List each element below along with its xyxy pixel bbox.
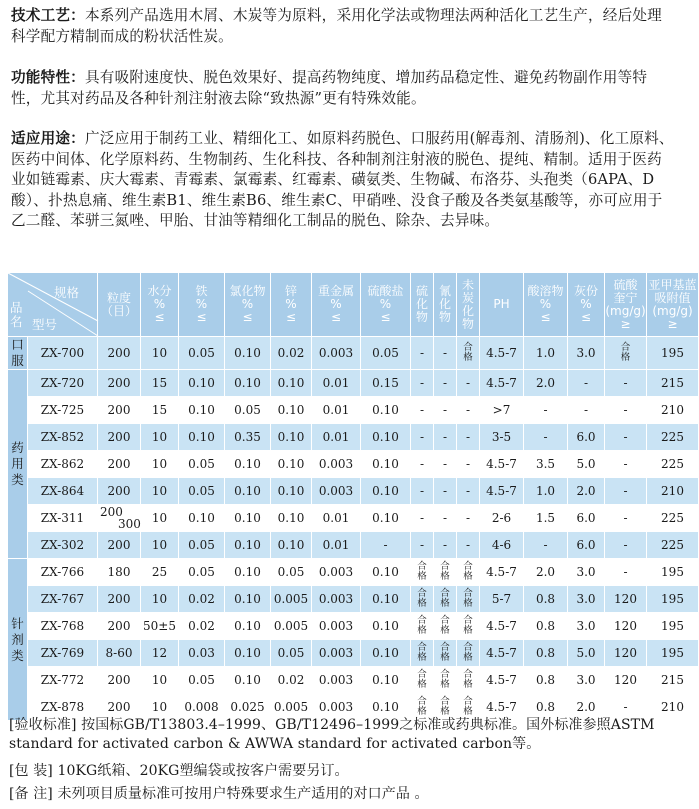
table-row	[8, 559, 699, 586]
value-cell: 15	[141, 397, 179, 424]
value-cell: 4-6	[480, 532, 524, 559]
intro-features	[11, 68, 675, 109]
value-cell: 合 格	[457, 667, 480, 694]
model-cell: ZX-700	[28, 337, 98, 370]
value-cell: 0.003	[312, 478, 361, 505]
value-cell: 0.8	[524, 586, 568, 613]
value-cell: 0.15	[361, 370, 411, 397]
value-cell: 15	[141, 370, 179, 397]
value-cell: -	[457, 505, 480, 532]
value-cell: 0.003	[312, 667, 361, 694]
header-acid-soluble: 酸溶物 % ≤	[524, 273, 568, 337]
value-cell: 4.5-7	[480, 640, 524, 667]
value-cell: 0.10	[179, 370, 225, 397]
model-cell: ZX-720	[28, 370, 98, 397]
value-cell: 0.05	[225, 397, 271, 424]
value-cell: -	[457, 424, 480, 451]
value-cell: 0.10	[225, 613, 271, 640]
table-row	[8, 667, 699, 694]
table-header-row	[8, 273, 699, 337]
value-cell: 合 格	[411, 640, 434, 667]
value-cell: -	[605, 451, 647, 478]
header-zinc: 锌 % ≤	[271, 273, 312, 337]
value-cell: 合 格	[434, 586, 457, 613]
table-corner-cell	[8, 273, 98, 337]
value-cell: 0.005	[271, 694, 312, 721]
value-cell: 0.8	[524, 640, 568, 667]
value-cell: 0.10	[271, 424, 312, 451]
value-cell: -	[361, 532, 411, 559]
value-cell: -	[434, 424, 457, 451]
value-cell: 200	[98, 532, 141, 559]
value-cell: 200	[98, 397, 141, 424]
value-cell: 6.0	[568, 424, 605, 451]
value-cell: 25	[141, 559, 179, 586]
intro-applications	[11, 129, 675, 232]
value-cell: 0.10	[225, 505, 271, 532]
note-acceptance-label: [验收标准]	[9, 717, 77, 733]
value-cell: 10	[141, 505, 179, 532]
value-cell: 0.003	[312, 613, 361, 640]
header-quinine-sulfate: 硫酸 奎宁 (mg/g) ≥	[605, 273, 647, 337]
table-row	[8, 370, 699, 397]
value-cell: 0.05	[361, 337, 411, 370]
value-cell: 0.10	[225, 667, 271, 694]
category-cell: 药 用 类	[8, 370, 28, 559]
value-cell: 0.05	[179, 478, 225, 505]
intro-process-label: 技术工艺：	[11, 7, 85, 24]
value-cell: 合 格	[411, 667, 434, 694]
value-cell: 0.01	[312, 397, 361, 424]
header-moisture: 水分 % ≤	[141, 273, 179, 337]
note-acceptance-standard	[9, 716, 679, 754]
value-cell: -	[605, 478, 647, 505]
value-cell: 0.35	[225, 424, 271, 451]
value-cell: 0.003	[312, 337, 361, 370]
value-cell: -	[605, 559, 647, 586]
note-packaging	[9, 762, 679, 781]
value-cell: -	[411, 370, 434, 397]
value-cell: -	[411, 397, 434, 424]
value-cell: 0.01	[312, 424, 361, 451]
value-cell: 0.10	[225, 532, 271, 559]
header-sulfate: 硫酸盐 % ≤	[361, 273, 411, 337]
value-cell: 0.10	[361, 667, 411, 694]
value-cell: 0.10	[179, 424, 225, 451]
value-cell: 0.10	[225, 478, 271, 505]
value-cell: 3.0	[568, 667, 605, 694]
value-cell: 0.05	[179, 559, 225, 586]
value-cell: -	[434, 397, 457, 424]
value-cell: 合 格	[411, 586, 434, 613]
value-cell: 215	[647, 370, 699, 397]
value-cell: 合 格	[457, 337, 480, 370]
value-cell: 0.02	[179, 613, 225, 640]
intro-process-text: 本系列产品选用木屑、木炭等为原料，采用化学法或物理法两种活化工艺生产，经后处理科学配方精制而成的粉状活性炭。	[11, 7, 662, 45]
note-remarks-label: [备 注]	[9, 786, 53, 802]
value-cell: -	[434, 478, 457, 505]
value-cell: 0.05	[179, 667, 225, 694]
value-cell: 4.5-7	[480, 337, 524, 370]
value-cell: 0.003	[312, 586, 361, 613]
header-ph: PH	[480, 273, 524, 337]
model-cell: ZX-768	[28, 613, 98, 640]
value-cell: 0.025	[225, 694, 271, 721]
value-cell: 10	[141, 424, 179, 451]
value-cell: 0.10	[361, 613, 411, 640]
value-cell: 200	[98, 586, 141, 613]
value-cell: 0.10	[361, 586, 411, 613]
value-cell: 6.0	[568, 532, 605, 559]
value-cell: -	[457, 478, 480, 505]
value-cell: 215	[647, 667, 699, 694]
value-cell: 225	[647, 505, 699, 532]
value-cell: -	[457, 370, 480, 397]
value-cell: 10	[141, 586, 179, 613]
value-cell: 0.01	[312, 532, 361, 559]
value-cell: 2.0	[568, 478, 605, 505]
value-cell: 120	[605, 640, 647, 667]
value-cell: 0.10	[361, 424, 411, 451]
value-cell: 0.005	[271, 586, 312, 613]
value-cell: 195	[647, 559, 699, 586]
value-cell: -	[524, 532, 568, 559]
value-cell: 合 格	[434, 613, 457, 640]
value-cell: 0.02	[271, 337, 312, 370]
value-cell: 0.10	[225, 337, 271, 370]
intro-features-label: 功能特性：	[11, 69, 85, 86]
value-cell: 120	[605, 667, 647, 694]
value-cell: -	[568, 397, 605, 424]
value-cell: 0.02	[271, 667, 312, 694]
category-cell: 针 剂 类	[8, 559, 28, 721]
value-cell: 合 格	[434, 667, 457, 694]
value-cell: 10	[141, 451, 179, 478]
value-cell: 0.8	[524, 694, 568, 721]
value-cell: 200	[98, 337, 141, 370]
intro-applications-text: 广泛应用于制药工业、精细化工、如原料药脱色、口服药用(解毒剂、清肠剂)、化工原料、医药中间体、化学原料药、生物制药、生化科技、各种制剂注射液的脱色、提纯、精制。适用于医药业如链霉素、庆大霉素、青霉素、氯霉素、红霉素、磺氨类、生物碱、布洛芬、头孢类（6APA、D酸）、扑热息痛、维生素B1、维生素B6、维生素C、甲硝唑、没食子酸及各类氨基酸等，亦可应用于乙二醛、苯骈三氮唑、甲胎、甘油等精细化工制品的脱色、除杂、去异味。	[11, 130, 674, 229]
value-cell: 225	[647, 451, 699, 478]
value-cell: 0.8	[524, 613, 568, 640]
value-cell: 200	[98, 694, 141, 721]
value-cell: 2-6	[480, 505, 524, 532]
value-cell: 10	[141, 532, 179, 559]
model-cell: ZX-769	[28, 640, 98, 667]
value-cell: 4.5-7	[480, 478, 524, 505]
note-packaging-label: [包 装]	[9, 763, 53, 779]
header-uncarbonized: 未 炭 化 物	[457, 273, 480, 337]
note-acceptance-text: 按国标GB/T13803.4–1999、GB/T12496–1999之标准或药典标准。国外标准参照ASTM standard for activated carbon & AWWA standard for activated carbon等。	[9, 717, 655, 752]
value-cell: -	[411, 478, 434, 505]
header-particle-size: 粒度 （目）	[98, 273, 141, 337]
model-cell: ZX-772	[28, 667, 98, 694]
value-cell: 4.5-7	[480, 613, 524, 640]
value-cell: 0.10	[271, 478, 312, 505]
value-cell: 2.0	[568, 694, 605, 721]
table-row	[8, 532, 699, 559]
value-cell: -	[457, 451, 480, 478]
value-cell: 8-60	[98, 640, 141, 667]
value-cell: 4.5-7	[480, 694, 524, 721]
value-cell: 195	[647, 613, 699, 640]
value-cell: 0.10	[271, 505, 312, 532]
value-cell: -	[605, 424, 647, 451]
header-cyanide: 氰 化 物	[434, 273, 457, 337]
value-cell: 0.10	[361, 478, 411, 505]
value-cell: -	[568, 370, 605, 397]
value-cell: -	[411, 532, 434, 559]
header-heavy-metal: 重金属 % ≤	[312, 273, 361, 337]
model-cell: ZX-725	[28, 397, 98, 424]
value-cell: 0.10	[271, 451, 312, 478]
value-cell: 合 格	[434, 559, 457, 586]
value-cell: 0.10	[361, 640, 411, 667]
value-cell: 4.5-7	[480, 667, 524, 694]
value-cell: 0.10	[225, 640, 271, 667]
category-cell: 口 服	[8, 337, 28, 370]
value-cell: -	[605, 370, 647, 397]
value-cell: 5.0	[568, 451, 605, 478]
value-cell: 200	[98, 613, 141, 640]
table-row	[8, 505, 699, 532]
value-cell: -	[605, 532, 647, 559]
value-cell: -	[411, 424, 434, 451]
value-cell: 合 格	[457, 613, 480, 640]
model-cell: ZX-302	[28, 532, 98, 559]
value-cell: 200	[98, 424, 141, 451]
value-cell: 10	[141, 694, 179, 721]
value-cell: 210	[647, 478, 699, 505]
value-cell: 0.10	[225, 451, 271, 478]
model-cell: ZX-862	[28, 451, 98, 478]
value-cell: 0.003	[312, 694, 361, 721]
value-cell: 10	[141, 337, 179, 370]
value-cell: 3-5	[480, 424, 524, 451]
value-cell: -	[524, 424, 568, 451]
note-remarks-text: 未列项目质量标准可按用户特殊要求生产适用的对口产品 。	[57, 786, 429, 802]
value-cell: 6.0	[568, 505, 605, 532]
value-cell: 合 格	[411, 694, 434, 721]
value-cell: 120	[605, 586, 647, 613]
table-row	[8, 424, 699, 451]
model-cell: ZX-878	[28, 694, 98, 721]
value-cell: 3.0	[568, 586, 605, 613]
value-cell: 0.003	[312, 451, 361, 478]
header-sulfide: 硫 化 物	[411, 273, 434, 337]
value-cell: 0.01	[312, 370, 361, 397]
value-cell: 4.5-7	[480, 370, 524, 397]
value-cell: 210	[647, 694, 699, 721]
value-cell: 10	[141, 478, 179, 505]
value-cell: -	[605, 505, 647, 532]
value-cell: 2.0	[524, 370, 568, 397]
table-body	[8, 337, 699, 721]
intro-applications-label: 适应用途：	[11, 130, 85, 147]
value-cell: -	[434, 532, 457, 559]
value-cell: 3.0	[568, 613, 605, 640]
value-cell: 0.05	[179, 451, 225, 478]
model-cell: ZX-767	[28, 586, 98, 613]
value-cell: 2.0	[524, 559, 568, 586]
value-cell: 200	[98, 478, 141, 505]
value-cell: -	[411, 505, 434, 532]
value-cell: 195	[647, 586, 699, 613]
value-cell: 120	[605, 613, 647, 640]
value-cell: 4.5-7	[480, 559, 524, 586]
value-cell: 0.005	[271, 613, 312, 640]
value-cell: -	[434, 337, 457, 370]
table-row	[8, 337, 699, 370]
corner-product-label: 品 名	[10, 300, 23, 329]
value-cell: 225	[647, 424, 699, 451]
value-cell: 合 格	[457, 559, 480, 586]
value-cell: 0.05	[271, 640, 312, 667]
value-cell: 0.10	[225, 586, 271, 613]
value-cell: 0.10	[179, 397, 225, 424]
value-cell: 0.05	[179, 532, 225, 559]
model-cell: ZX-311	[28, 505, 98, 532]
value-cell: 合 格	[411, 613, 434, 640]
table-row	[8, 613, 699, 640]
value-cell: 1.5	[524, 505, 568, 532]
value-cell: 0.003	[312, 559, 361, 586]
spec-table	[7, 272, 699, 721]
value-cell: 0.10	[271, 532, 312, 559]
value-cell: -	[605, 397, 647, 424]
value-cell: -	[434, 451, 457, 478]
model-cell: ZX-766	[28, 559, 98, 586]
value-cell: 0.10	[361, 559, 411, 586]
table-row	[8, 478, 699, 505]
value-cell: 1.0	[524, 337, 568, 370]
value-cell: -	[457, 397, 480, 424]
corner-model-label: 型号	[32, 317, 58, 332]
value-cell: 1.0	[524, 478, 568, 505]
value-cell: 0.10	[361, 397, 411, 424]
table-row	[8, 451, 699, 478]
note-remarks	[9, 785, 679, 804]
value-cell: 200	[98, 667, 141, 694]
value-cell: -	[605, 694, 647, 721]
value-cell: 0.10	[361, 451, 411, 478]
value-cell: -	[524, 397, 568, 424]
value-cell: 210	[647, 397, 699, 424]
table-row	[8, 640, 699, 667]
value-cell: -	[411, 337, 434, 370]
intro-features-text: 具有吸附速度快、脱色效果好、提高药物纯度、增加药品稳定性、避免药物副作用等特性，尤其对药品及各种针剂注射液去除“致热源”更有特殊效能。	[11, 69, 648, 107]
value-cell: 0.10	[225, 559, 271, 586]
value-cell: 合 格	[411, 559, 434, 586]
value-cell: 5.0	[568, 640, 605, 667]
value-cell: 180	[98, 559, 141, 586]
value-cell: 0.10	[271, 397, 312, 424]
value-cell: 3.5	[524, 451, 568, 478]
value-cell: -	[411, 451, 434, 478]
header-ash: 灰份 % ≤	[568, 273, 605, 337]
value-cell: 0.10	[361, 694, 411, 721]
value-cell: 195	[647, 337, 699, 370]
value-cell: 0.10	[361, 505, 411, 532]
header-chloride: 氯化物 % ≤	[225, 273, 271, 337]
value-cell: >7	[480, 397, 524, 424]
header-methylene-blue: 亚甲基蓝 吸附值 (mg/g) ≥	[647, 273, 699, 337]
value-cell: 合 格	[434, 694, 457, 721]
value-cell: -	[434, 505, 457, 532]
intro-process	[11, 6, 675, 47]
value-cell: 200 300	[98, 505, 141, 532]
value-cell: 0.03	[179, 640, 225, 667]
value-cell: 0.008	[179, 694, 225, 721]
value-cell: 195	[647, 640, 699, 667]
value-cell: 10	[141, 667, 179, 694]
value-cell: 合 格	[457, 694, 480, 721]
header-iron: 铁 % ≤	[179, 273, 225, 337]
table-row	[8, 586, 699, 613]
corner-spec-label: 规格	[53, 285, 79, 300]
value-cell: 0.10	[225, 370, 271, 397]
value-cell: 0.05	[271, 559, 312, 586]
value-cell: 0.02	[179, 586, 225, 613]
value-cell: 合 格	[434, 640, 457, 667]
value-cell: 0.05	[179, 337, 225, 370]
value-cell: 合 格	[457, 586, 480, 613]
value-cell: 200	[98, 370, 141, 397]
value-cell: 5-7	[480, 586, 524, 613]
value-cell: 0.003	[312, 640, 361, 667]
model-cell: ZX-852	[28, 424, 98, 451]
table-row	[8, 397, 699, 424]
value-cell: 0.10	[271, 370, 312, 397]
value-cell: 合 格	[457, 640, 480, 667]
value-cell: 200	[98, 451, 141, 478]
note-packaging-text: 10KG纸箱、20KG塑编袋或按客户需要另订。	[57, 763, 349, 779]
value-cell: 0.01	[312, 505, 361, 532]
value-cell: 50±5	[141, 613, 179, 640]
model-cell: ZX-864	[28, 478, 98, 505]
value-cell: 合 格	[605, 337, 647, 370]
value-cell: 0.10	[179, 505, 225, 532]
value-cell: -	[434, 370, 457, 397]
value-cell: 225	[647, 532, 699, 559]
value-cell: 3.0	[568, 337, 605, 370]
value-cell: -	[457, 532, 480, 559]
value-cell: 12	[141, 640, 179, 667]
value-cell: 4.5-7	[480, 451, 524, 478]
value-cell: 3.0	[568, 559, 605, 586]
value-cell: 0.8	[524, 667, 568, 694]
